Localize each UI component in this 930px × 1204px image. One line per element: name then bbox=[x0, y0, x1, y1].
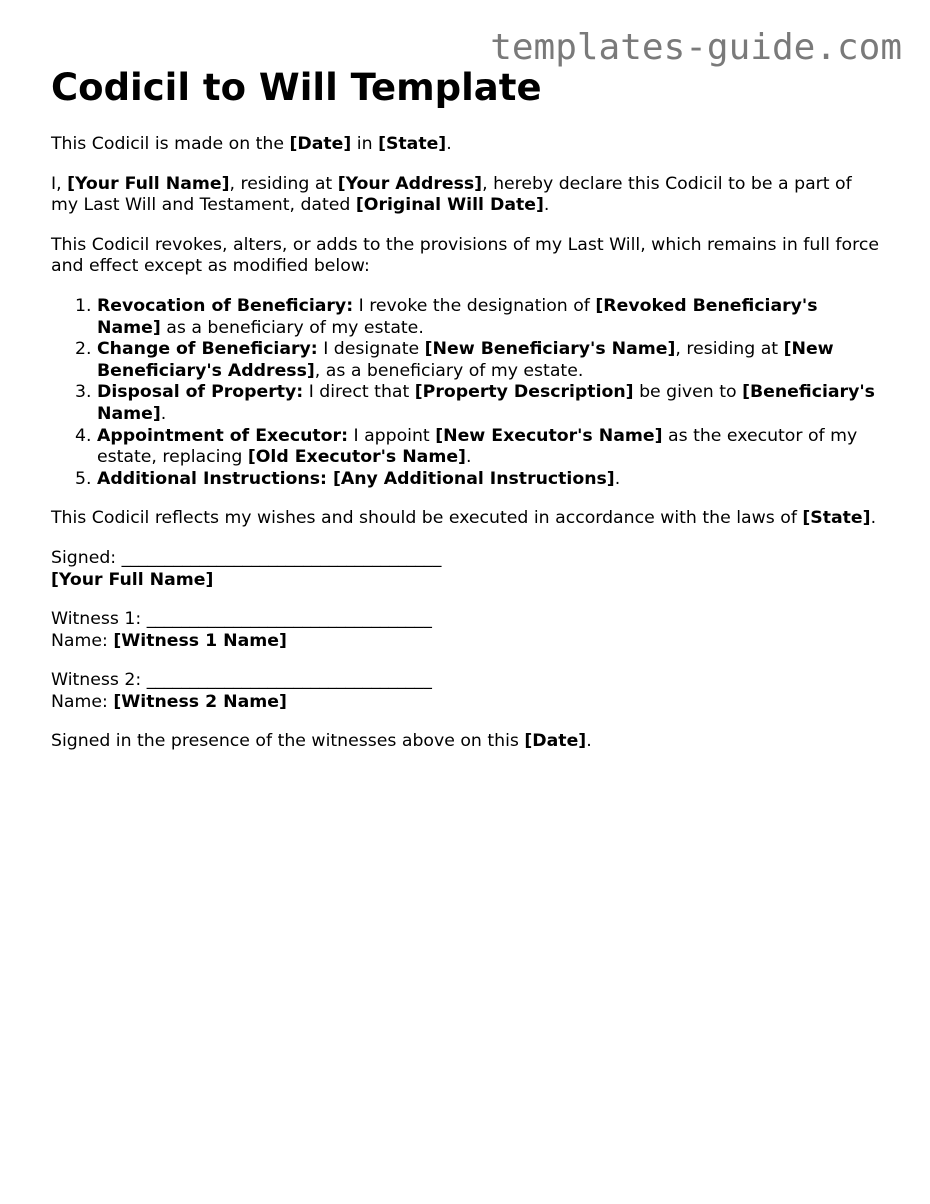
revokes-paragraph: This Codicil revokes, alters, or adds to the provisions of my Last Will, which remains in full force and effect except as modified below: bbox=[51, 234, 879, 277]
list-item: 4. Appointment of Executor: I appoint [New Executor's Name] as the executor of my estate, replacing [Old Executor's Name]. bbox=[97, 426, 881, 469]
list-item: 3. Disposal of Property: I direct that [Property Description] be given to [Beneficiary's Name]. bbox=[97, 382, 881, 425]
address-placeholder: [Your Address] bbox=[337, 173, 483, 194]
declaration-paragraph: I, [Your Full Name], residing at [Your Address], hereby declare this Codicil to be a part of my Last Will and Testament, dated [Original Will Date]. bbox=[51, 173, 852, 216]
witness-2-signature-line[interactable]: Witness 2: _________________________________ bbox=[51, 670, 432, 691]
closing-paragraph: Signed in the presence of the witnesses above on this [Date]. bbox=[51, 731, 592, 752]
state-placeholder: [State] bbox=[802, 508, 871, 529]
signature-block bbox=[51, 548, 881, 591]
full-name-placeholder: [Your Full Name] bbox=[67, 173, 230, 194]
list-item: 5. Additional Instructions: [Any Additional Instructions]. bbox=[97, 469, 881, 491]
witness-1-block bbox=[51, 609, 881, 652]
intro-paragraph: This Codicil is made on the [Date] in [State]. bbox=[51, 134, 452, 154]
date-placeholder: [Date] bbox=[524, 731, 587, 752]
document-page bbox=[51, 66, 881, 771]
document-title: Codicil to Will Template bbox=[51, 66, 542, 109]
witness-2-block bbox=[51, 670, 881, 713]
witness-1-signature-line[interactable]: Witness 1: _________________________________ bbox=[51, 609, 432, 630]
signer-name: [Your Full Name] bbox=[51, 569, 214, 590]
list-item: 1. Revocation of Beneficiary: I revoke the designation of [Revoked Beneficiary's Name] as a beneficiary of my estate. bbox=[97, 296, 881, 339]
signature-line[interactable]: Signed: _____________________________________ bbox=[51, 547, 442, 568]
date-placeholder: [Date] bbox=[289, 134, 352, 154]
witness-1-name: Name: [Witness 1 Name] bbox=[51, 630, 287, 651]
list-item: 2. Change of Beneficiary: I designate [New Beneficiary's Name], residing at [New Beneficiary's Address], as a beneficiary of my estate. bbox=[97, 339, 881, 382]
laws-paragraph: This Codicil reflects my wishes and should be executed in accordance with the laws of [State]. bbox=[51, 508, 877, 529]
provisions-list bbox=[51, 296, 881, 490]
witness-2-name: Name: [Witness 2 Name] bbox=[51, 691, 287, 712]
watermark: templates-guide.com bbox=[490, 27, 902, 68]
original-will-date-placeholder: [Original Will Date] bbox=[355, 195, 544, 216]
state-placeholder: [State] bbox=[378, 134, 447, 154]
